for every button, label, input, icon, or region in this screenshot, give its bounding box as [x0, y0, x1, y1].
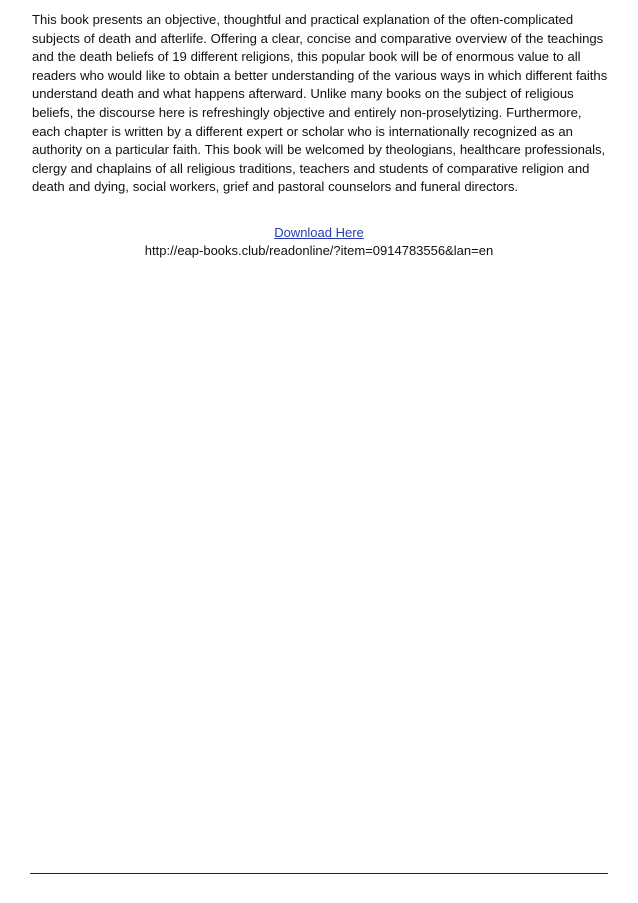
download-url-text: http://eap-books.club/readonline/?item=0914783556&lan=en [144, 243, 494, 258]
footer-divider [30, 873, 608, 874]
book-description: This book presents an objective, thoughtful and practical explanation of the often-complicated subjects of death and afterlife. Offering a clear, concise and comparative overview of the teachings and the death beliefs of 19 different religions, this popular book will be of enormous value to all readers who would like to obtain a better understanding of the various ways in which different faiths understand death and what happens afterward. Unlike many books on the subject of religious beliefs, the discourse here is refreshingly objective and entirely non-proselytizing. Furthermore, each chapter is written by a different expert or scholar who is internationally recognized as an authority on a particular faith. This book will be welcomed by theologians, healthcare professionals, clergy and chaplains of all religious traditions, teachers and students of comparative religion and death and dying, social workers, grief and pastoral counselors and funeral directors. [32, 12, 608, 195]
download-here-link[interactable]: Download Here [274, 225, 364, 240]
download-section [0, 224, 638, 260]
